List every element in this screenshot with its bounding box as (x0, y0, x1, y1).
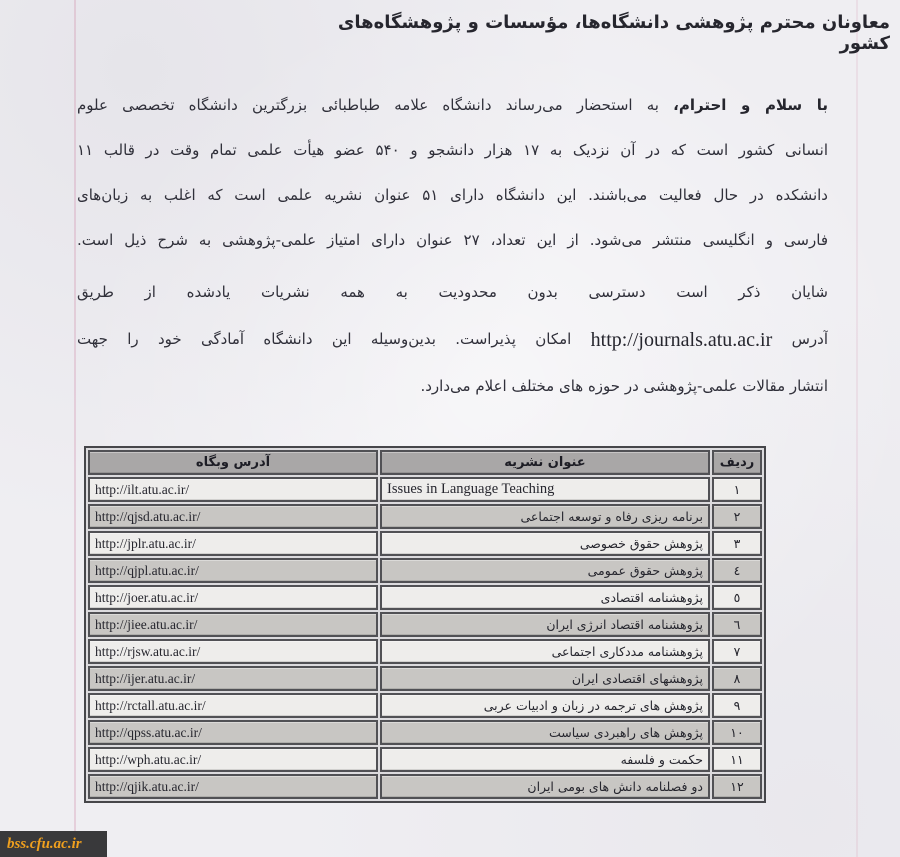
journal-url[interactable]: http://rctall.atu.ac.ir/ (88, 693, 378, 718)
row-number: ٨ (712, 666, 762, 691)
row-number: ٧ (712, 639, 762, 664)
journal-url[interactable]: http://qjpl.atu.ac.ir/ (88, 558, 378, 583)
table-row (88, 531, 762, 556)
para1-line4: فارسی و انگلیسی منتشر می‌شود. از این تعداد، ۲۷ عنوان دارای امتیاز علمی-پژوهشی به شرح ذیل است. (77, 231, 828, 249)
column-header-website-address: آدرس وبگاه (88, 450, 378, 475)
table-row (88, 666, 762, 691)
para1-line1-rest: به استحضار می‌رساند دانشگاه علامه طباطبائی بزرگترین دانشگاه تخصصی علوم (77, 96, 674, 114)
row-number: ١ (712, 477, 762, 502)
para2-line2-pre: آدرس (791, 330, 828, 348)
row-number: ١٢ (712, 774, 762, 799)
para1-line3: دانشکده در حال فعالیت می‌باشند. این دانشگاه دارای ۵۱ عنوان نشریه علمی است که اغلب به زبان‌های (77, 186, 828, 204)
table-row (88, 612, 762, 637)
scan-artifact-line-left (74, 0, 76, 857)
journal-title: حکمت و فلسفه (380, 747, 710, 772)
row-number: ٤ (712, 558, 762, 583)
table-row (88, 477, 762, 502)
table-row (88, 639, 762, 664)
journal-url[interactable]: http://ijer.atu.ac.ir/ (88, 666, 378, 691)
journal-url[interactable]: http://jplr.atu.ac.ir/ (88, 531, 378, 556)
row-number: ٥ (712, 585, 762, 610)
journals-table (84, 446, 766, 803)
journal-url[interactable]: http://rjsw.atu.ac.ir/ (88, 639, 378, 664)
para1-line1 (77, 90, 828, 135)
journal-title: Issues in Language Teaching (380, 477, 710, 502)
table-header-row (88, 450, 762, 475)
journal-title: پژوهشنامه اقتصادی (380, 585, 710, 610)
column-header-journal-title: عنوان نشریه (380, 450, 710, 475)
journal-title: برنامه ریزی رفاه و توسعه اجتماعی (380, 504, 710, 529)
journal-url[interactable]: http://jiee.atu.ac.ir/ (88, 612, 378, 637)
watermark-badge: bss.cfu.ac.ir (0, 831, 107, 857)
journal-title: دو فصلنامه دانش های بومی ایران (380, 774, 710, 799)
journal-url[interactable]: http://wph.atu.ac.ir/ (88, 747, 378, 772)
journal-title: پژوهش حقوق عمومی (380, 558, 710, 583)
row-number: ٢ (712, 504, 762, 529)
letter-heading: معاونان محترم پژوهشی دانشگاه‌ها، مؤسسات و پژوهشگاه‌های کشور (337, 12, 890, 54)
journal-title: پژوهشنامه مددکاری اجتماعی (380, 639, 710, 664)
para1-line2: انسانی کشور است که در آن نزدیک به ۱۷ هزار دانشجو و ۵۴۰ عضو هیأت علمی تمام وقت در قالب ۱۱ (77, 141, 828, 159)
table-row (88, 693, 762, 718)
row-number: ١٠ (712, 720, 762, 745)
journal-title: پژوهش های راهبردی سیاست (380, 720, 710, 745)
row-number: ٣ (712, 531, 762, 556)
journals-portal-url[interactable]: http://journals.atu.ac.ir (590, 329, 773, 351)
salutation-bold: با سلام و احترام، (673, 96, 828, 114)
journal-title: پژوهشنامه اقتصاد انرژی ایران (380, 612, 710, 637)
row-number: ٩ (712, 693, 762, 718)
journal-url[interactable]: http://qjsd.atu.ac.ir/ (88, 504, 378, 529)
scan-artifact-line-right (856, 0, 858, 857)
table-row (88, 558, 762, 583)
table-row (88, 720, 762, 745)
journal-title: پژوهشهای اقتصادی ایران (380, 666, 710, 691)
row-number: ٦ (712, 612, 762, 637)
journal-url[interactable]: http://ilt.atu.ac.ir/ (88, 477, 378, 502)
journal-title: پژوهش حقوق خصوصی (380, 531, 710, 556)
table-row (88, 585, 762, 610)
journal-url[interactable]: http://qjik.atu.ac.ir/ (88, 774, 378, 799)
letter-paragraph-access (77, 277, 828, 418)
journal-url[interactable]: http://qpss.atu.ac.ir/ (88, 720, 378, 745)
para2-line2 (77, 324, 828, 371)
table-row (88, 774, 762, 799)
table-row (88, 504, 762, 529)
para2-line3: انتشار مقالات علمی-پژوهشی در حوزه های مختلف اعلام می‌دارد. (420, 377, 828, 395)
letter-paragraph-intro (77, 90, 828, 270)
column-header-row-number: ردیف (712, 450, 762, 475)
para2-line2-post: امکان پذیراست. بدین‌وسیله این دانشگاه آمادگی خود را جهت (77, 330, 572, 348)
journal-url[interactable]: http://joer.atu.ac.ir/ (88, 585, 378, 610)
table-row (88, 747, 762, 772)
row-number: ١١ (712, 747, 762, 772)
para2-line1: شایان ذکر است دسترسی بدون محدودیت به همه نشریات یادشده از طریق (77, 283, 828, 301)
journal-title: پژوهش های ترجمه در زبان و ادبیات عربی (380, 693, 710, 718)
